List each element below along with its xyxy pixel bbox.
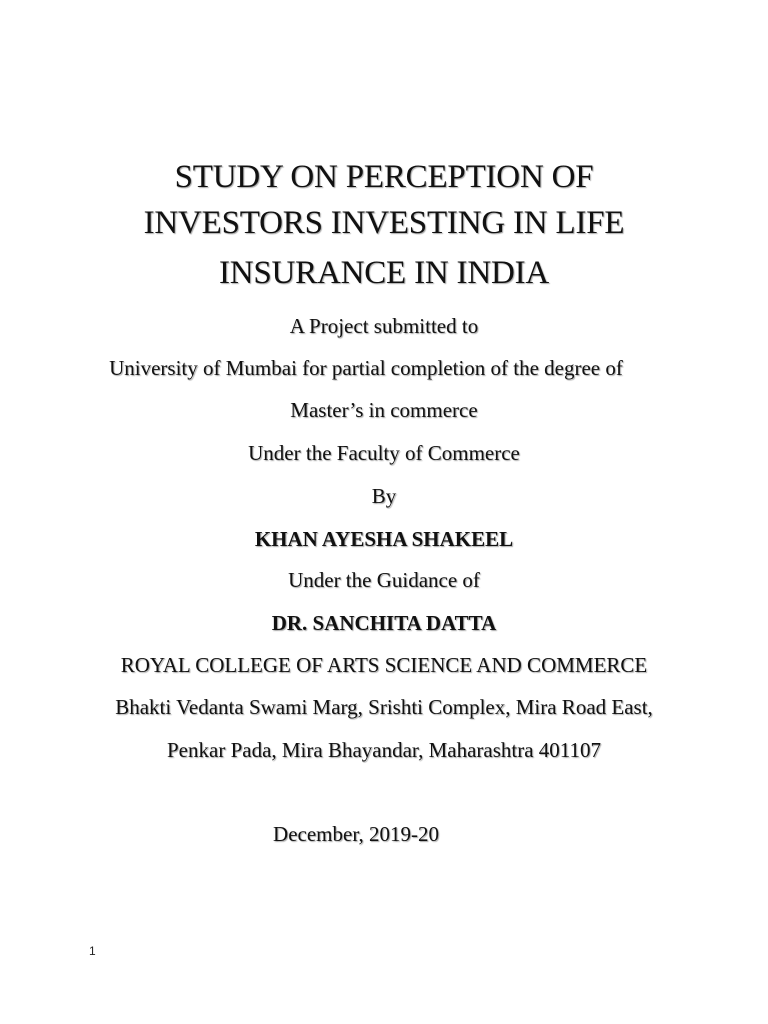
author-name: KHAN AYESHA SHAKEEL: [254, 527, 514, 551]
guide-name: DR. SANCHITA DATTA: [271, 611, 497, 635]
submitted-line: A Project submitted to: [289, 314, 479, 338]
degree-line: Master’s in commerce: [290, 398, 478, 422]
title-line-2: INVESTORS INVESTING IN LIFE: [143, 205, 625, 241]
university-line: University of Mumbai for partial completion of the degree of: [109, 356, 623, 380]
college-name: ROYAL COLLEGE OF ARTS SCIENCE AND COMMERCE: [120, 653, 648, 677]
by-label: By: [371, 484, 397, 508]
address-line-2: Penkar Pada, Mira Bhayandar, Maharashtra 401107: [167, 738, 601, 762]
title-line-3: INSURANCE IN INDIA: [218, 255, 550, 291]
faculty-line: Under the Faculty of Commerce: [248, 441, 520, 465]
address-line-1: Bhakti Vedanta Swami Marg, Srishti Complex, Mira Road East,: [115, 695, 653, 719]
page-number: 1: [89, 944, 96, 958]
date-line: December, 2019-20: [273, 822, 439, 846]
title-line-1: STUDY ON PERCEPTION OF: [174, 159, 594, 195]
guidance-label: Under the Guidance of: [288, 568, 480, 592]
